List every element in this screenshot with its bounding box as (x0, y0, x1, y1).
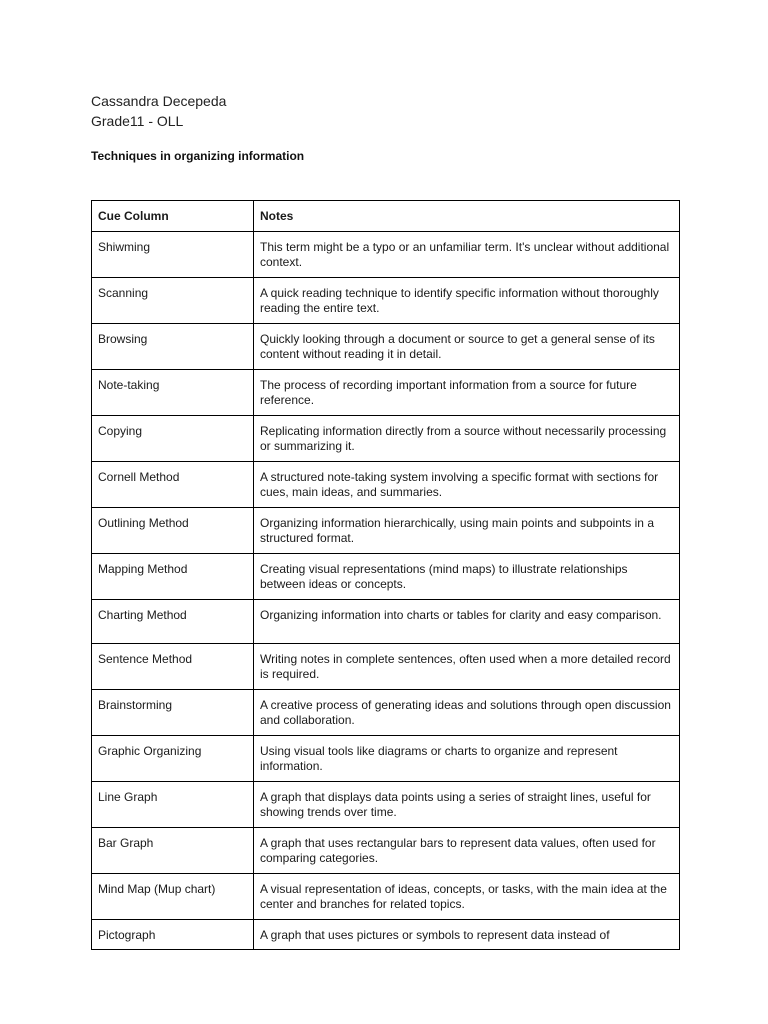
table-row (92, 231, 680, 277)
table-row (92, 507, 680, 553)
cue-cell: Scanning (92, 277, 254, 323)
table-header-row (92, 201, 680, 232)
cue-cell: Graphic Organizing (92, 735, 254, 781)
cue-cell: Mapping Method (92, 553, 254, 599)
cue-cell: Shiwming (92, 231, 254, 277)
cue-cell: Charting Method (92, 599, 254, 643)
table-row (92, 827, 680, 873)
table-row (92, 553, 680, 599)
note-cell: A structured note-taking system involving a specific format with sections for cues, main ideas, and summaries. (254, 461, 680, 507)
cue-cell: Copying (92, 415, 254, 461)
note-cell: Quickly looking through a document or source to get a general sense of its content without reading it in detail. (254, 323, 680, 369)
table-row (92, 323, 680, 369)
header-cue-column: Cue Column (92, 201, 254, 232)
table-row (92, 415, 680, 461)
cue-cell: Pictograph (92, 919, 254, 950)
cue-cell: Note-taking (92, 369, 254, 415)
cornell-notes-table (91, 200, 680, 950)
note-cell: A graph that displays data points using a series of straight lines, useful for showing trends over time. (254, 781, 680, 827)
table-row (92, 643, 680, 689)
note-cell: Organizing information into charts or tables for clarity and easy comparison. (254, 599, 680, 643)
table-row (92, 599, 680, 643)
note-cell: This term might be a typo or an unfamiliar term. It's unclear without additional context. (254, 231, 680, 277)
note-cell: Organizing information hierarchically, using main points and subpoints in a structured format. (254, 507, 680, 553)
note-cell: A visual representation of ideas, concepts, or tasks, with the main idea at the center and branches for related topics. (254, 873, 680, 919)
cue-cell: Cornell Method (92, 461, 254, 507)
note-cell: Writing notes in complete sentences, often used when a more detailed record is required. (254, 643, 680, 689)
cue-cell: Line Graph (92, 781, 254, 827)
grade-section: Grade11 - OLL (91, 113, 184, 129)
note-cell: A quick reading technique to identify specific information without thoroughly reading the entire text. (254, 277, 680, 323)
cue-cell: Browsing (92, 323, 254, 369)
table-row (92, 873, 680, 919)
note-cell: Replicating information directly from a source without necessarily processing or summarizing it. (254, 415, 680, 461)
header-notes: Notes (254, 201, 680, 232)
table-row (92, 461, 680, 507)
author-name: Cassandra Decepeda (91, 93, 227, 109)
note-cell: Using visual tools like diagrams or charts to organize and represent information. (254, 735, 680, 781)
note-cell: Creating visual representations (mind maps) to illustrate relationships between ideas or concepts. (254, 553, 680, 599)
table-row (92, 369, 680, 415)
table-row (92, 781, 680, 827)
note-cell: The process of recording important information from a source for future reference. (254, 369, 680, 415)
note-cell: A graph that uses pictures or symbols to represent data instead of (254, 919, 680, 950)
table-row (92, 735, 680, 781)
table-row (92, 277, 680, 323)
cue-cell: Mind Map (Mup chart) (92, 873, 254, 919)
note-cell: A creative process of generating ideas and solutions through open discussion and collaboration. (254, 689, 680, 735)
cue-cell: Brainstorming (92, 689, 254, 735)
table-row (92, 689, 680, 735)
cue-cell: Outlining Method (92, 507, 254, 553)
note-cell: A graph that uses rectangular bars to represent data values, often used for comparing categories. (254, 827, 680, 873)
document-heading: Techniques in organizing information (91, 149, 305, 163)
cue-cell: Sentence Method (92, 643, 254, 689)
table-row (92, 919, 680, 950)
cue-cell: Bar Graph (92, 827, 254, 873)
